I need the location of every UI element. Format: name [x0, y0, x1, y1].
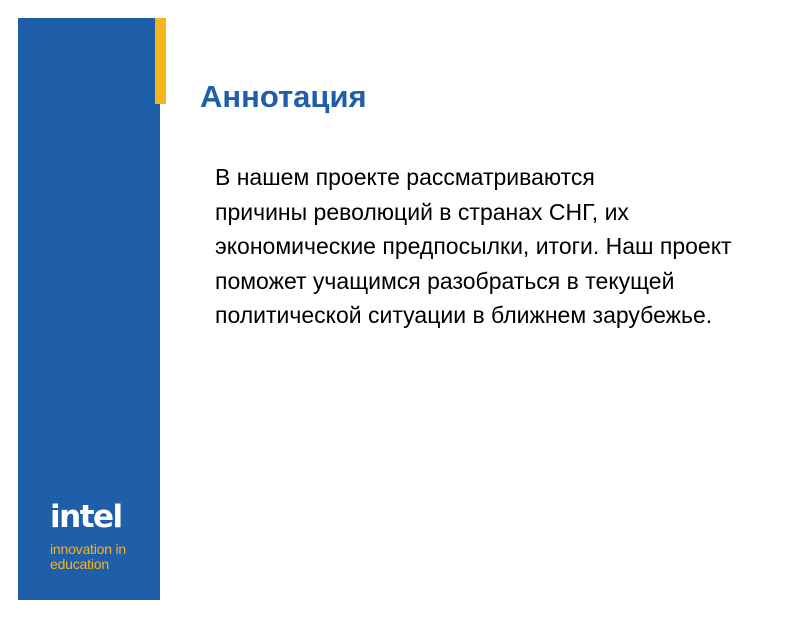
- intel-logo: [50, 500, 150, 572]
- logo-wordmark: intel: [50, 499, 122, 535]
- logo-tagline-line2: education: [50, 556, 109, 572]
- logo-tagline-line1: innovation in: [50, 541, 127, 557]
- slide-body-text: В нашем проекте рассматриваются причины революций в странах СНГ, их экономические предпосылки, итоги. Наш проект поможет учащимся разобраться в текущей политической ситуации в ближнем зарубежье.: [215, 164, 732, 328]
- accent-bar: [155, 18, 166, 104]
- slide-title: Аннотация: [200, 79, 367, 114]
- logo-tagline: [50, 542, 150, 572]
